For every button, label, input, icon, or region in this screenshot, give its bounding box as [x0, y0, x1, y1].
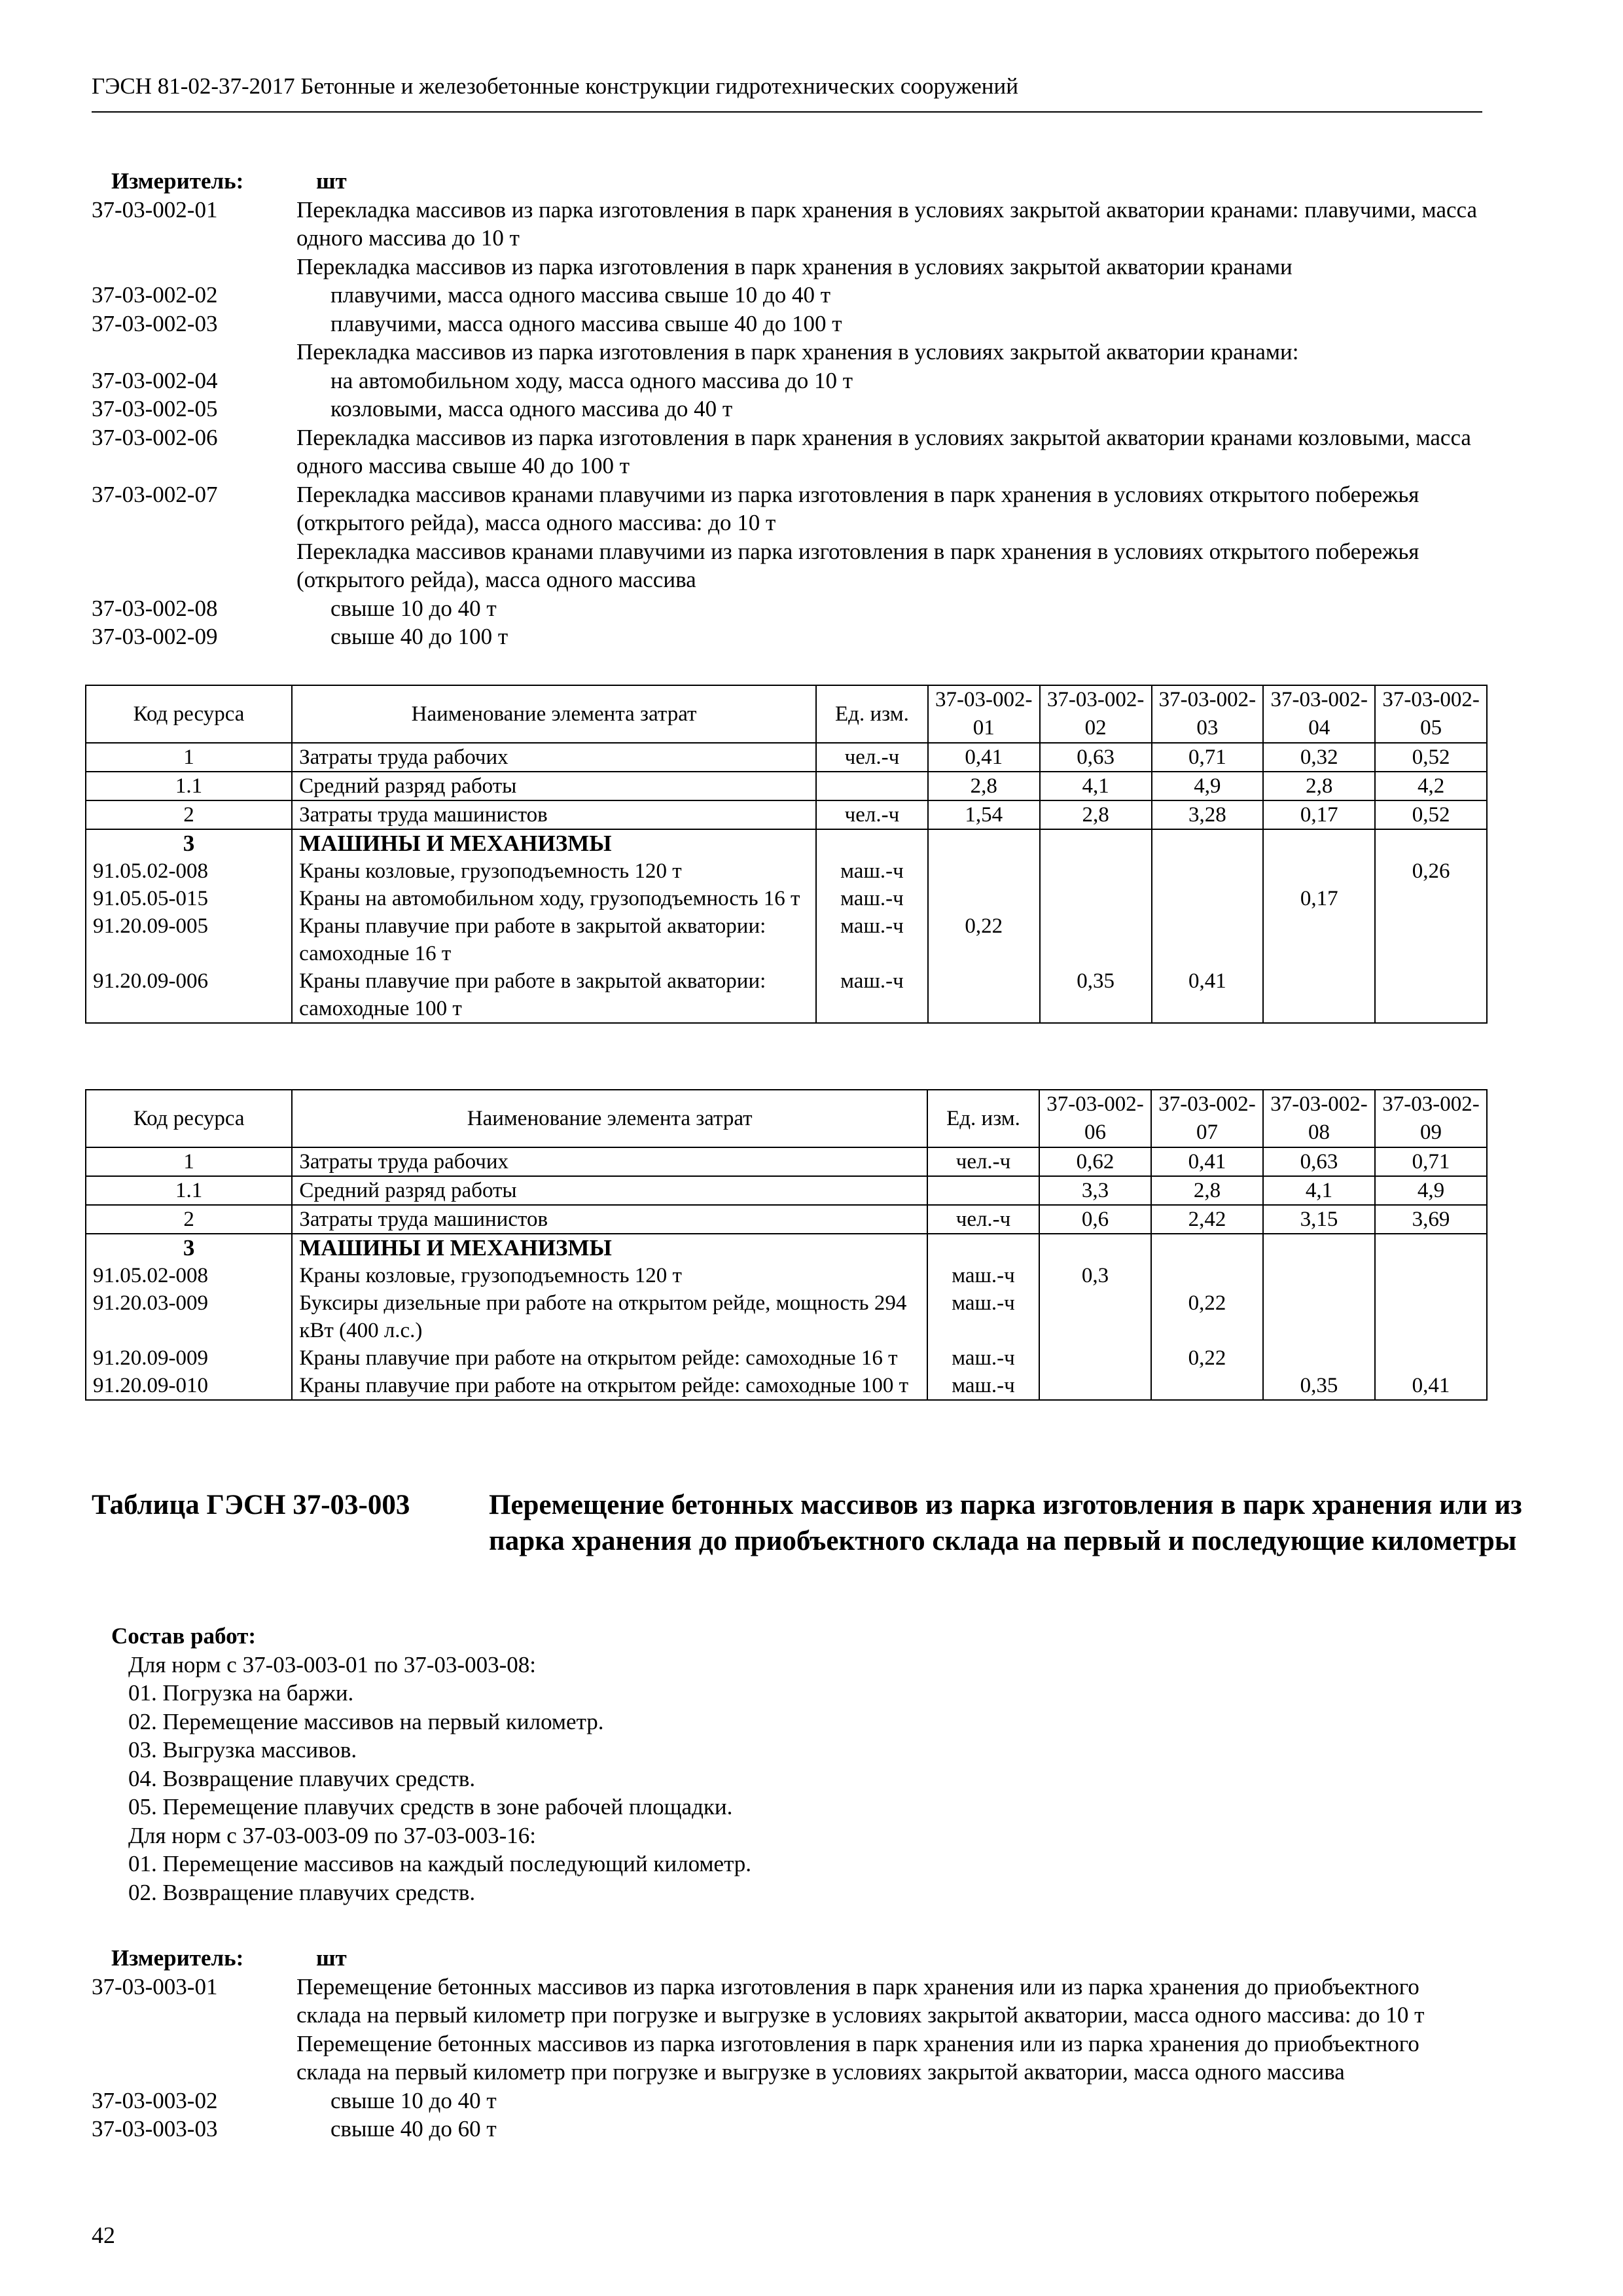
norm-column-header: 37-03-002-07 [1151, 1090, 1263, 1147]
resource-code: 91.20.09-006 [86, 967, 292, 1023]
norm-value: 0,32 [1263, 743, 1375, 772]
norm-code: 37-03-002-05 [92, 396, 218, 422]
cost-element: МАШИНЫ И МЕХАНИЗМЫ [292, 829, 816, 857]
norm-value: 4,9 [1375, 1176, 1487, 1205]
work-step: 03. Выгрузка массивов. [128, 1737, 357, 1763]
norm-description: Перекладка массивов из парка изготовления в парк хранения в условиях закрытой акватории кранами [296, 253, 1293, 279]
norm-value: 0,41 [1151, 1147, 1263, 1176]
measure-unit: шт [316, 1945, 347, 1971]
norm-value: 0,35 [1263, 1372, 1375, 1400]
measure-row [92, 395, 1482, 423]
norm-code: 37-03-003-02 [92, 2087, 218, 2113]
table-row [86, 772, 1487, 800]
table-row [86, 1147, 1487, 1176]
measure-block-2 [92, 1944, 1482, 2144]
norm-value [1040, 857, 1152, 885]
norm-value [1039, 1344, 1151, 1372]
norm-value [1152, 885, 1264, 912]
resource-code: 3 [86, 829, 292, 857]
column-header: Код ресурса [86, 685, 292, 743]
measure-row [92, 281, 1482, 310]
table-row [86, 1176, 1487, 1205]
norm-value [1375, 1344, 1487, 1372]
cost-element: Краны козловые, грузоподъемность 120 т [292, 1262, 927, 1289]
work-step: 01. Перемещение массивов на каждый последующий километр. [128, 1851, 752, 1876]
norm-value: 1,54 [928, 800, 1040, 829]
measure-row [92, 338, 1482, 367]
norm-value [1263, 1289, 1375, 1344]
work-composition [92, 1622, 1482, 1907]
measure-label: Измеритель: [111, 168, 244, 194]
cost-element: Затраты труда рабочих [292, 743, 816, 772]
norm-description: Перекладка массивов из парка изготовления в парк хранения в условиях закрытой акватории кранами: [296, 339, 1299, 365]
page-header: ГЭСН 81-02-37-2017 Бетонные и железобетонные конструкции гидротехнических сооружений [92, 73, 1482, 113]
unit: маш.-ч [927, 1262, 1039, 1289]
unit: маш.-ч [927, 1344, 1039, 1372]
resource-code: 1.1 [86, 1176, 292, 1205]
table-row [86, 1289, 1487, 1344]
norm-value [928, 829, 1040, 857]
norm-value [1263, 1344, 1375, 1372]
norm-value: 0,62 [1039, 1147, 1151, 1176]
norm-value: 3,3 [1039, 1176, 1151, 1205]
norm-value [1263, 912, 1375, 967]
norm-description: Перемещение бетонных массивов из парка изготовления в парк хранения или из парка хранения до приобъектного склада на первый километр при погрузке и выгрузке в условиях закрытой акватории, масса одного массива: до 10 т [296, 1973, 1425, 2028]
norm-value [1375, 1289, 1487, 1344]
norm-value [1263, 1234, 1375, 1262]
measure-row [92, 480, 1482, 537]
norm-description: на автомобильном ходу, масса одного массива до 10 т [330, 367, 853, 393]
measure-label: Измеритель: [111, 1945, 244, 1971]
norm-description: плавучими, масса одного массива свыше 10 до 40 т [330, 282, 831, 308]
norm-value [1375, 967, 1487, 1023]
resource-code: 1 [86, 1147, 292, 1176]
norm-value: 0,63 [1263, 1147, 1375, 1176]
unit: маш.-ч [927, 1289, 1039, 1344]
norm-value: 4,1 [1263, 1176, 1375, 1205]
measure-unit: шт [316, 168, 347, 194]
norm-column-header: 37-03-002-01 [928, 685, 1040, 743]
unit: маш.-ч [816, 967, 928, 1023]
norm-value [1039, 1372, 1151, 1400]
norm-value [1263, 967, 1375, 1023]
table-row [86, 1234, 1487, 1262]
unit: маш.-ч [816, 857, 928, 885]
measure-row [92, 594, 1482, 623]
cost-element: Краны козловые, грузоподъемность 120 т [292, 857, 816, 885]
resource-code: 91.20.09-010 [86, 1372, 292, 1400]
norm-value: 0,17 [1263, 800, 1375, 829]
table-row [86, 912, 1487, 967]
table-row [86, 1344, 1487, 1372]
table-row [86, 800, 1487, 829]
cost-element: Средний разряд работы [292, 772, 816, 800]
norm-column-header: 37-03-002-05 [1375, 685, 1487, 743]
norm-code [92, 338, 296, 367]
norm-code: 37-03-002-01 [92, 196, 218, 223]
norm-description: Перемещение бетонных массивов из парка изготовления в парк хранения или из парка хранения до приобъектного склада на первый километр при погрузке и выгрузке в условиях закрытой акватории, масса одного массива [296, 2030, 1419, 2085]
work-step: Для норм с 37-03-003-01 по 37-03-003-08: [128, 1651, 536, 1677]
measure-block-1 [92, 167, 1482, 651]
measure-row [92, 2087, 1482, 2115]
work-step: 01. Погрузка на баржи. [128, 1680, 354, 1706]
resource-code: 3 [86, 1234, 292, 1262]
measure-row [92, 622, 1482, 651]
resource-code: 91.20.09-009 [86, 1344, 292, 1372]
cost-element: Затраты труда рабочих [292, 1147, 927, 1176]
norm-value: 3,69 [1375, 1205, 1487, 1234]
norm-value [1040, 885, 1152, 912]
column-header: Наименование элемента затрат [292, 685, 816, 743]
unit: маш.-ч [816, 885, 928, 912]
norm-value [1375, 1262, 1487, 1289]
unit [816, 772, 928, 800]
norm-code: 37-03-003-03 [92, 2116, 218, 2142]
measure-row [92, 253, 1482, 281]
norm-description: свыше 40 до 100 т [330, 624, 508, 649]
norm-value [1375, 829, 1487, 857]
unit: чел.-ч [927, 1147, 1039, 1176]
cost-element: Краны плавучие при работе на открытом рейде: самоходные 100 т [292, 1372, 927, 1400]
table-row [86, 857, 1487, 885]
cost-element: Затраты труда машинистов [292, 800, 816, 829]
norm-value: 2,8 [1263, 772, 1375, 800]
norm-column-header: 37-03-002-06 [1039, 1090, 1151, 1147]
norm-code: 37-03-002-06 [92, 424, 218, 450]
measure-row [92, 2115, 1482, 2144]
norm-value: 4,1 [1040, 772, 1152, 800]
norm-value: 0,52 [1375, 800, 1487, 829]
table-row [86, 1372, 1487, 1400]
norm-description: свыше 10 до 40 т [330, 2087, 497, 2113]
resource-code: 91.05.02-008 [86, 857, 292, 885]
work-step: 02. Возвращение плавучих средств. [128, 1879, 476, 1905]
unit: чел.-ч [816, 800, 928, 829]
table-row [86, 885, 1487, 912]
norm-value [1151, 1372, 1263, 1400]
norm-table-1 [85, 685, 1488, 1024]
column-header: Ед. изм. [927, 1090, 1039, 1147]
norm-value [1152, 857, 1264, 885]
norm-description: свыше 10 до 40 т [330, 595, 497, 621]
work-composition-label: Состав работ: [111, 1623, 256, 1649]
measure-row [92, 310, 1482, 338]
norm-column-header: 37-03-002-03 [1152, 685, 1264, 743]
cost-element: Краны на автомобильном ходу, грузоподъемность 16 т [292, 885, 816, 912]
norm-value: 0,6 [1039, 1205, 1151, 1234]
unit: чел.-ч [927, 1205, 1039, 1234]
resource-code: 91.20.03-009 [86, 1289, 292, 1344]
table-row [86, 743, 1487, 772]
cost-element: МАШИНЫ И МЕХАНИЗМЫ [292, 1234, 927, 1262]
norm-code: 37-03-002-04 [92, 367, 218, 393]
table-header-row [86, 1090, 1487, 1147]
cost-element: Затраты труда машинистов [292, 1205, 927, 1234]
cost-element: Краны плавучие при работе на открытом рейде: самоходные 16 т [292, 1344, 927, 1372]
norm-value: 2,42 [1151, 1205, 1263, 1234]
norm-value [1263, 857, 1375, 885]
cost-element: Буксиры дизельные при работе на открытом рейде, мощность 294 кВт (400 л.с.) [292, 1289, 927, 1344]
norm-value [1263, 1262, 1375, 1289]
table-row [86, 1262, 1487, 1289]
norm-column-header: 37-03-002-08 [1263, 1090, 1375, 1147]
norm-value [928, 967, 1040, 1023]
norm-value: 2,8 [1040, 800, 1152, 829]
norm-value [928, 857, 1040, 885]
norm-value [1151, 1262, 1263, 1289]
norm-code [92, 253, 296, 281]
norm-value: 0,71 [1152, 743, 1264, 772]
work-step: 05. Перемещение плавучих средств в зоне рабочей площадки. [128, 1794, 733, 1820]
norm-code: 37-03-002-09 [92, 624, 218, 649]
norm-value [928, 885, 1040, 912]
measure-row [92, 537, 1482, 594]
norm-value [1375, 1234, 1487, 1262]
measure-row [92, 367, 1482, 395]
norm-code: 37-03-002-08 [92, 595, 218, 621]
page-number: 42 [92, 2222, 115, 2248]
norm-description: Перекладка массивов кранами плавучими из парка изготовления в парк хранения в условиях открытого побережья (открытого рейда), масса одного массива [296, 538, 1419, 592]
norm-code: 37-03-002-02 [92, 282, 218, 308]
norm-value: 0,41 [1375, 1372, 1487, 1400]
measure-row [92, 423, 1482, 480]
norm-value [1040, 912, 1152, 967]
work-step: 02. Перемещение массивов на первый километр. [128, 1708, 604, 1734]
resource-code: 91.05.05-015 [86, 885, 292, 912]
norm-column-header: 37-03-002-09 [1375, 1090, 1487, 1147]
measure-label-row [92, 1944, 1482, 1973]
norm-value [1152, 829, 1264, 857]
work-step: Для норм с 37-03-003-09 по 37-03-003-16: [128, 1822, 536, 1848]
norm-value: 0,22 [928, 912, 1040, 967]
column-header: Ед. изм. [816, 685, 928, 743]
norm-value: 0,52 [1375, 743, 1487, 772]
norm-value: 0,41 [1152, 967, 1264, 1023]
norm-description: Перекладка массивов из парка изготовления в парк хранения в условиях закрытой акватории кранами козловыми, масса одного массива свыше 40 до 100 т [296, 424, 1471, 478]
measure-row [92, 1973, 1482, 2030]
section-name: Перемещение бетонных массивов из парка изготовления в парк хранения или из парка хранения до приобъектного склада на первый и последующие километры [489, 1490, 1522, 1556]
work-step: 04. Возвращение плавучих средств. [128, 1765, 476, 1791]
table-row [86, 829, 1487, 857]
resource-code: 1 [86, 743, 292, 772]
norm-description: свыше 40 до 60 т [330, 2116, 497, 2142]
norm-column-header: 37-03-002-04 [1263, 685, 1375, 743]
table-row [86, 1205, 1487, 1234]
norm-value [1040, 829, 1152, 857]
norm-code [92, 537, 296, 594]
column-header: Код ресурса [86, 1090, 292, 1147]
norm-value: 2,8 [928, 772, 1040, 800]
norm-value [1152, 912, 1264, 967]
norm-value: 0,17 [1263, 885, 1375, 912]
norm-code [92, 2030, 296, 2087]
resource-code: 2 [86, 1205, 292, 1234]
norm-column-header: 37-03-002-02 [1040, 685, 1152, 743]
cost-element: Краны плавучие при работе в закрытой акватории: самоходные 16 т [292, 912, 816, 967]
table-row [86, 967, 1487, 1023]
norm-value [1263, 829, 1375, 857]
norm-value: 0,41 [928, 743, 1040, 772]
unit: чел.-ч [816, 743, 928, 772]
norm-value: 0,63 [1040, 743, 1152, 772]
norm-description: Перекладка массивов кранами плавучими из парка изготовления в парк хранения в условиях открытого побережья (открытого рейда), масса одного массива: до 10 т [296, 481, 1419, 535]
norm-description: Перекладка массивов из парка изготовления в парк хранения в условиях закрытой акватории кранами: плавучими, масса одного массива до 10 т [296, 196, 1478, 251]
norm-value [1375, 885, 1487, 912]
unit [816, 829, 928, 857]
resource-code: 2 [86, 800, 292, 829]
table-header-row [86, 685, 1487, 743]
norm-code: 37-03-002-03 [92, 310, 218, 336]
norm-value: 3,28 [1152, 800, 1264, 829]
norm-description: козловыми, масса одного массива до 40 т [330, 396, 733, 422]
norm-value [1375, 912, 1487, 967]
norm-value: 2,8 [1151, 1176, 1263, 1205]
norm-value: 3,15 [1263, 1205, 1375, 1234]
norm-code: 37-03-002-07 [92, 481, 218, 507]
section-code: Таблица ГЭСН 37-03-003 [92, 1490, 410, 1520]
norm-value: 0,3 [1039, 1262, 1151, 1289]
norm-table-2 [85, 1089, 1488, 1401]
norm-value [1151, 1234, 1263, 1262]
measure-row [92, 2030, 1482, 2087]
norm-description: плавучими, масса одного массива свыше 40 до 100 т [330, 310, 842, 336]
norm-value: 0,22 [1151, 1289, 1263, 1344]
norm-value [1039, 1289, 1151, 1344]
resource-code: 91.20.09-005 [86, 912, 292, 967]
measure-label-row [92, 167, 1482, 196]
measure-row [92, 196, 1482, 253]
unit [927, 1234, 1039, 1262]
norm-value: 4,2 [1375, 772, 1487, 800]
column-header: Наименование элемента затрат [292, 1090, 927, 1147]
norm-value: 0,71 [1375, 1147, 1487, 1176]
resource-code: 1.1 [86, 772, 292, 800]
resource-code: 91.05.02-008 [86, 1262, 292, 1289]
norm-value: 0,26 [1375, 857, 1487, 885]
unit [927, 1176, 1039, 1205]
norm-value: 4,9 [1152, 772, 1264, 800]
norm-value [1039, 1234, 1151, 1262]
unit: маш.-ч [816, 912, 928, 967]
norm-value: 0,22 [1151, 1344, 1263, 1372]
cost-element: Средний разряд работы [292, 1176, 927, 1205]
unit: маш.-ч [927, 1372, 1039, 1400]
norm-value: 0,35 [1040, 967, 1152, 1023]
cost-element: Краны плавучие при работе в закрытой акватории: самоходные 100 т [292, 967, 816, 1023]
norm-code: 37-03-003-01 [92, 1973, 218, 2000]
